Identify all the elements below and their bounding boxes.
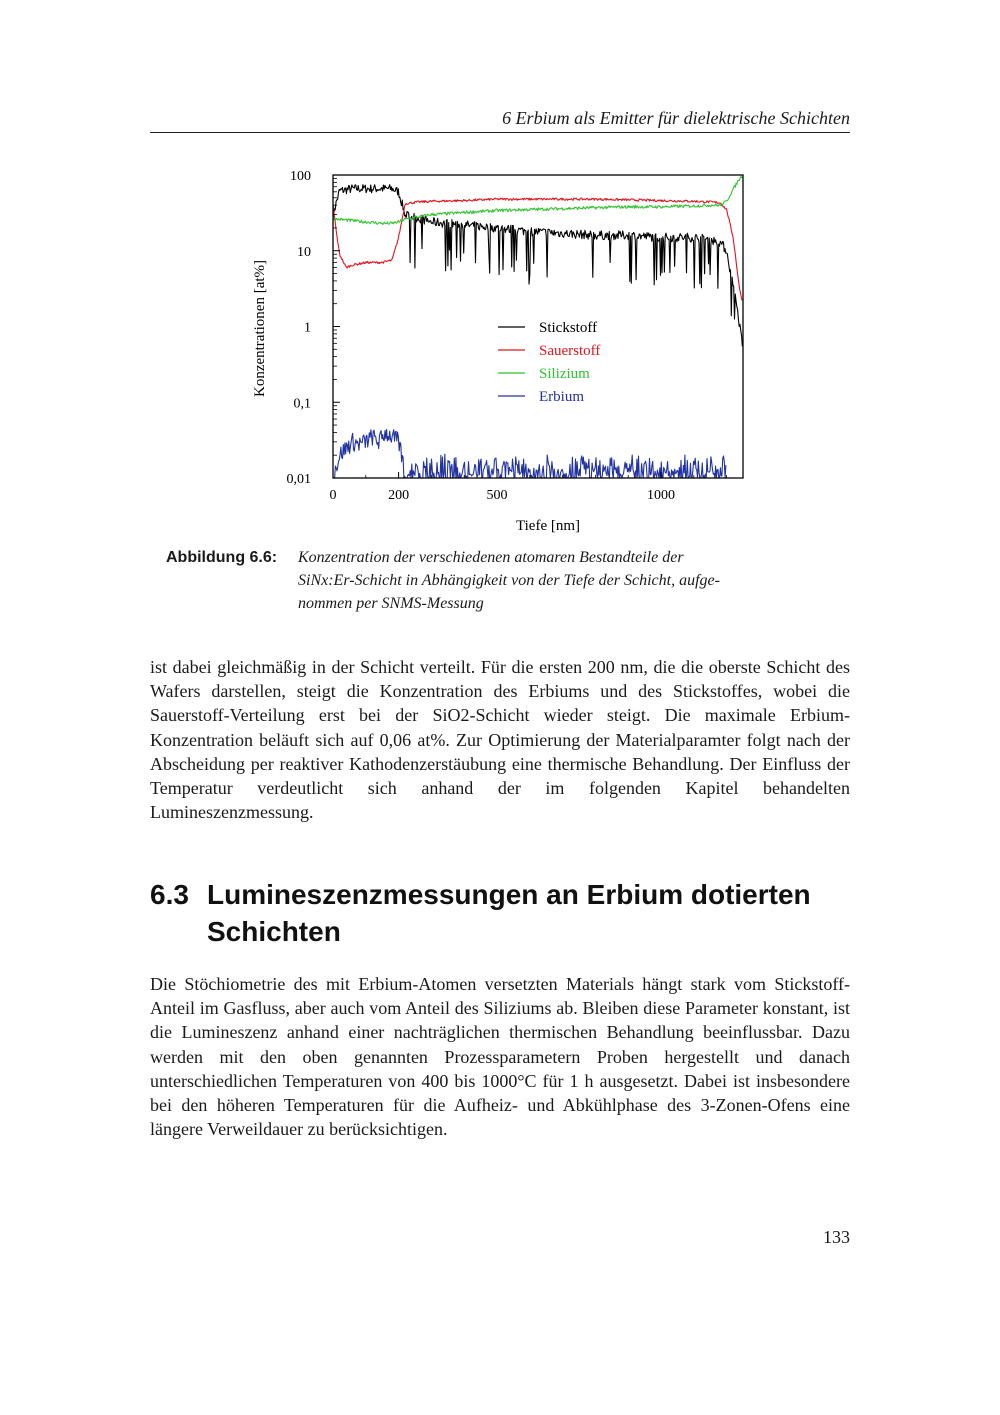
legend-label: Sauerstoff — [539, 343, 601, 359]
y-tick-label: 1 — [304, 320, 311, 336]
concentration-depth-chart — [230, 158, 770, 538]
paragraph — [150, 972, 850, 1141]
y-tick-label: 0,01 — [286, 472, 311, 487]
paragraph-text: Die Stöchiometrie des mit Erbium-Atomen versetzten Materials hängt stark vom Stickstoff-Anteil im Gasfluss, aber auch vom Anteil des Siliziums ab. Bleiben diese Parameter konstant, ist die Lumineszenz anhand einer nachträglichen thermischen Behandlung beeinflussbar. Dazu werden mit den oben genannten Prozessparametern Proben hergestellt und danach unterschiedlichen Temperaturen von 400 bis 1000°C für 1 h ausgesetzt. Dabei ist insbesondere bei den höheren Temperaturen für die Aufheiz- und Abkühlphase des 3-Zonen-Ofens eine längere Verweildauer zu berücksichtigen. — [150, 974, 850, 1140]
caption-text — [298, 546, 838, 615]
series-line-erbium — [335, 430, 726, 478]
section-title: Lumineszenzmessungen an Erbium dotierten Schichten — [207, 879, 811, 947]
paragraph-text: ist dabei gleichmäßig in der Schicht verteilt. Für die ersten 200 nm, die die oberste Schicht des Wafers darstellen, steigt die Konzentration des Erbiums und des Stickstoffes, wobei die Sauerstoff-Verteilung erst bei der SiO2-Schicht wieder steigt. Die maximale Erbium-Konzentration beläuft sich auf 0,06 at%. Zur Optimierung der Materialparamter folgt nach der Abscheidung per reaktiver Kathodenzerstäubung eine thermische Behandlung. Der Einfluss der Temperatur verdeutlicht sich anhand der im folgenden Kapitel behandelten Lumineszenzmessung. — [150, 657, 850, 823]
y-axis-label: Konzentrationen [at%] — [252, 259, 268, 398]
caption-line: nommen per SNMS-Messung — [298, 595, 484, 612]
running-header: 6 Erbium als Emitter für dielektrische Schichten — [502, 108, 850, 128]
x-axis-label: Tiefe [nm] — [515, 518, 581, 534]
legend-label: Silizium — [539, 366, 590, 382]
x-tick-label: 500 — [486, 488, 508, 503]
caption-label: Abbildung 6.6: — [166, 549, 278, 566]
header-rule — [150, 132, 850, 133]
x-tick-label: 200 — [388, 488, 410, 503]
section-number: 6.3 — [150, 879, 189, 910]
series-line-silizium — [333, 176, 742, 224]
legend — [498, 320, 600, 405]
page-number: 133 — [823, 1227, 850, 1247]
plot-frame — [333, 175, 743, 478]
y-tick-label: 0,1 — [293, 396, 311, 412]
series-line-sauerstoff — [333, 198, 742, 300]
y-tick-label: 100 — [290, 169, 311, 184]
caption-line: Konzentration der verschiedenen atomaren Bestandteile der — [298, 549, 684, 566]
paragraph — [150, 655, 850, 824]
legend-label: Erbium — [539, 389, 584, 405]
caption-line: SiNx:Er-Schicht in Abhängigkeit von der Tiefe der Schicht, aufge- — [298, 572, 720, 589]
x-tick-label: 1000 — [647, 488, 675, 503]
y-tick-label: 10 — [297, 244, 311, 260]
plot-layer — [333, 176, 742, 478]
legend-label: Stickstoff — [539, 320, 598, 336]
x-tick-label: 0 — [329, 488, 337, 503]
